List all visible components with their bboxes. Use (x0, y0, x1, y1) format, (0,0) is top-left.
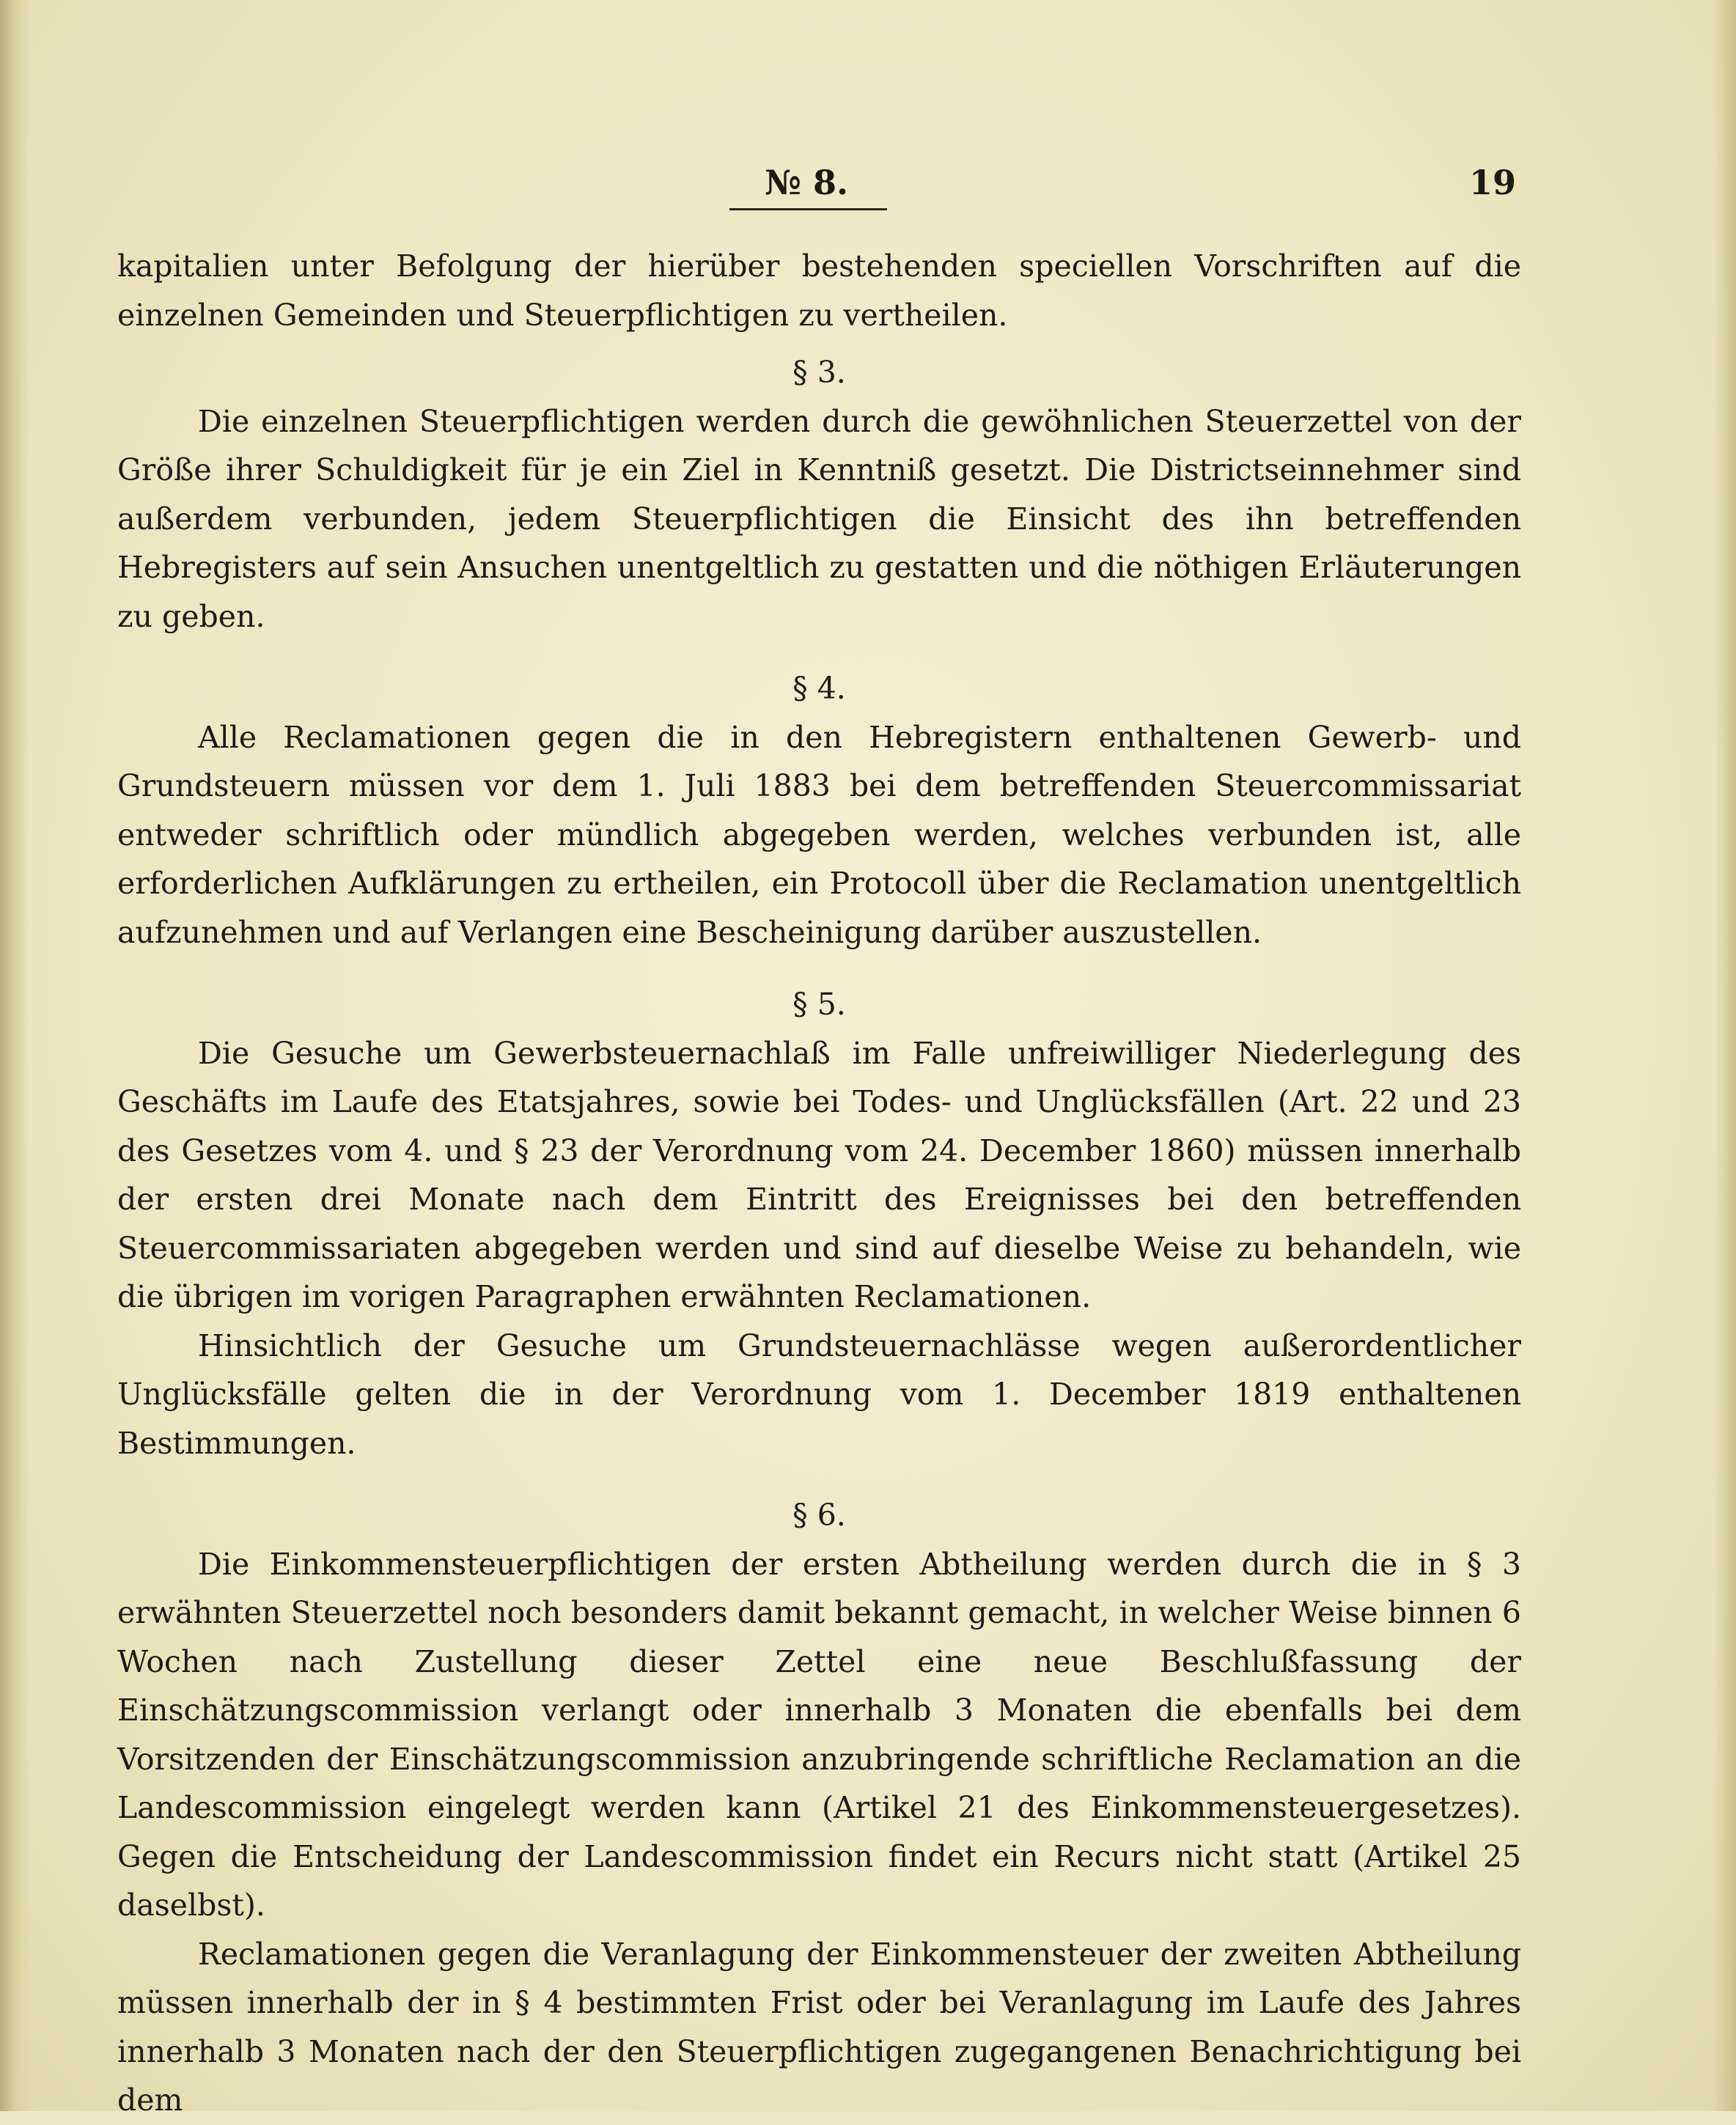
page-edge-right (1714, 0, 1736, 2111)
body-text (117, 242, 1521, 2125)
paragraph: Die Einkommensteuerpflichtigen der ersten Abtheilung werden durch die in § 3 erwähnten Steuerzettel noch besonders damit bekannt gemacht, in welcher Weise binnen 6 Wochen nach Zustellung dieser Zettel eine neue Beschlußfassung der Einschätzungscommission verlangt oder innerhalb 3 Monaten die ebenfalls bei dem Vorsitzenden der Einschätzungscommission anzubringende schriftliche Reclamation an die Landescommission eingelegt werden kann (Artikel 21 des Einkommensteuergesetzes). Gegen die Entscheidung der Landescommission findet ein Recurs nicht statt (Artikel 25 daselbst). (117, 1546, 1521, 1923)
section-heading: § 6. (792, 1498, 846, 1533)
section-heading: § 4. (792, 671, 846, 706)
paragraph: Hinsichtlich der Gesuche um Grundsteuernachlässe wegen außerordentlicher Unglücksfälle gelten die in der Verordnung vom 1. December 1819 enthaltenen Bestimmungen. (117, 1327, 1521, 1461)
header-rule (729, 208, 887, 210)
paragraph: kapitalien unter Befolgung der hierüber bestehenden speciellen Vorschriften auf die einzelnen Gemeinden und Steuerpflichtigen zu vertheilen. (117, 248, 1521, 333)
section-heading: § 3. (792, 355, 846, 390)
paragraph: Reclamationen gegen die Veranlagung der Einkommensteuer der zweiten Abtheilung müssen innerhalb der in § 4 bestimmten Frist oder bei Veranlagung im Laufe des Jahres innerhalb 3 Monaten nach der den Steuerpflichtigen zugegangenen Benachrichtigung bei dem (117, 1936, 1521, 2118)
paragraph: Die einzelnen Steuerpflichtigen werden durch die gewöhnlichen Steuerzettel von der Größe ihrer Schuldigkeit für je ein Ziel in Kenntniß gesetzt. Die Districtseinnehmer sind außerdem verbunden, jedem Steuerpflichtigen die Einsicht des ihn betreffenden Hebregisters auf sein Ansuchen unentgeltlich zu gestatten und die nöthigen Erläuterungen zu geben. (117, 403, 1521, 634)
section-heading: § 5. (792, 987, 846, 1022)
issue-number: № 8. (764, 163, 849, 202)
page-edge-left (0, 0, 29, 2111)
page-number: 19 (1468, 163, 1516, 202)
page-header (0, 163, 1736, 214)
paragraph: Alle Reclamationen gegen die in den Hebregistern enthaltenen Gewerb- und Grundsteuern müssen vor dem 1. Juli 1883 bei dem betreffenden Steuercommissariat entweder schriftlich oder mündlich abgegeben werden, welches verbunden ist, alle erforderlichen Aufklärungen zu ertheilen, ein Protocoll über die Reclamation unentgeltlich aufzunehmen und auf Verlangen eine Bescheinigung darüber auszustellen. (117, 719, 1521, 950)
paragraph: Die Gesuche um Gewerbsteuernachlaß im Falle unfreiwilliger Niederlegung des Geschäfts im Laufe des Etatsjahres, sowie bei Todes- und Unglücksfällen (Art. 22 und 23 des Gesetzes vom 4. und § 23 der Verordnung vom 24. December 1860) müssen innerhalb der ersten drei Monate nach dem Eintritt des Ereignisses bei den betreffenden Steuercommissariaten abgegeben werden und sind auf dieselbe Weise zu behandeln, wie die übrigen im vorigen Paragraphen erwähnten Reclamationen. (117, 1035, 1521, 1314)
